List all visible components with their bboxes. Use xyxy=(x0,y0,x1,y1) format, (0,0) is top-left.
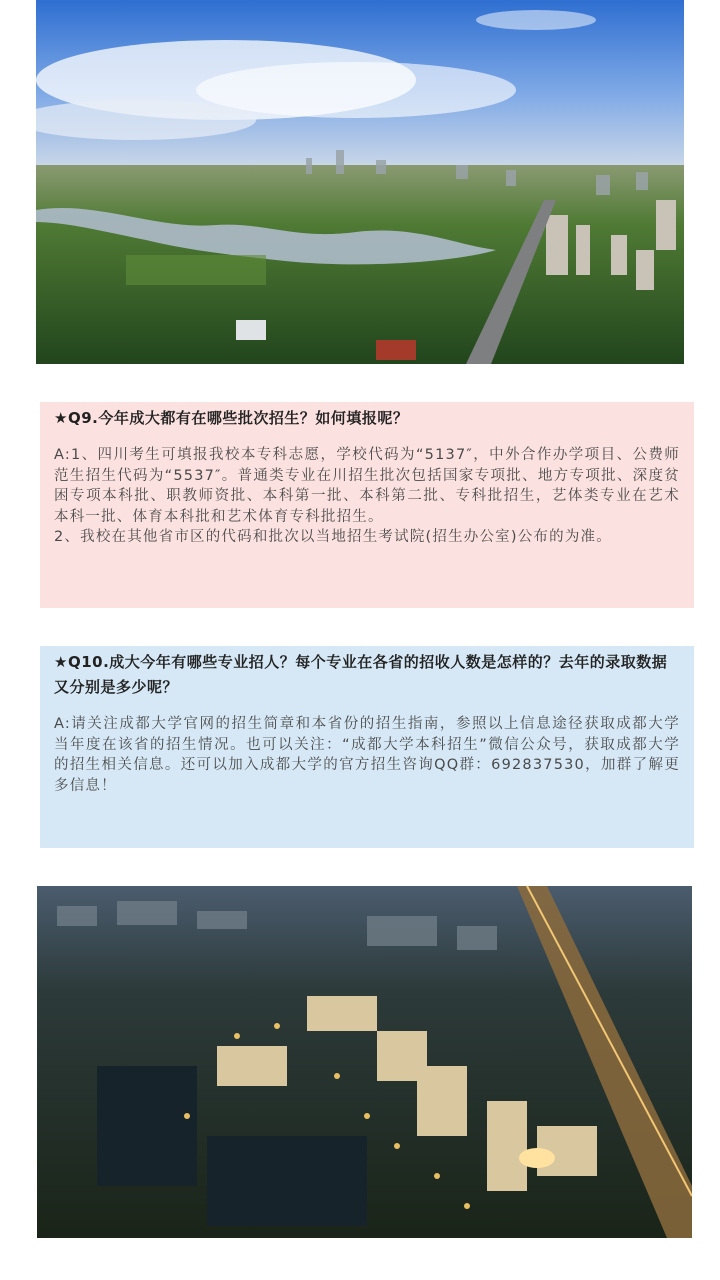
faq-card-q10 xyxy=(40,646,694,848)
faq-answer-q9-part-1: A:1、四川考生可填报我校本专科志愿，学校代码为“5137″，中外合作办学项目、公费师范生招生代码为“5537″。普通类专业在川招生批次包括国家专项批、地方专项批、深度贫困专项本科批、职教师资批、本科第一批、本科第二批、专科批招生，艺体类专业在艺术本科一批、体育本科批和艺术体育专科批招生。 xyxy=(54,447,680,525)
faq-answer-q10-text: A:请关注成都大学官网的招生简章和本省份的招生指南，参照以上信息途径获取成都大学当年度在该省的招生情况。也可以关注：“成都大学本科招生”微信公众号，获取成都大学的招生相关信息。还可以加入成都大学的官方招生咨询QQ群：692837530，加群了解更多信息！ xyxy=(54,716,680,794)
faq-question-q9: ★Q9.今年成大都有在哪些批次招生？如何填报呢？ xyxy=(54,409,409,427)
aerial-campus-night-image xyxy=(37,886,692,1238)
faq-answer-q9-part-2: 2、我校在其他省市区的代码和批次以当地招生考试院(招生办公室)公布的为准。 xyxy=(54,529,612,545)
aerial-park-city-image xyxy=(36,0,684,364)
faq-card-q9 xyxy=(40,402,694,608)
faq-answer-q10 xyxy=(54,714,680,796)
faq-question-q10: ★Q10.成大今年有哪些专业招人？每个专业在各省的招收人数是怎样的？去年的录取数据又分别是多少呢？ xyxy=(54,653,668,696)
faq-answer-q9 xyxy=(54,445,680,548)
